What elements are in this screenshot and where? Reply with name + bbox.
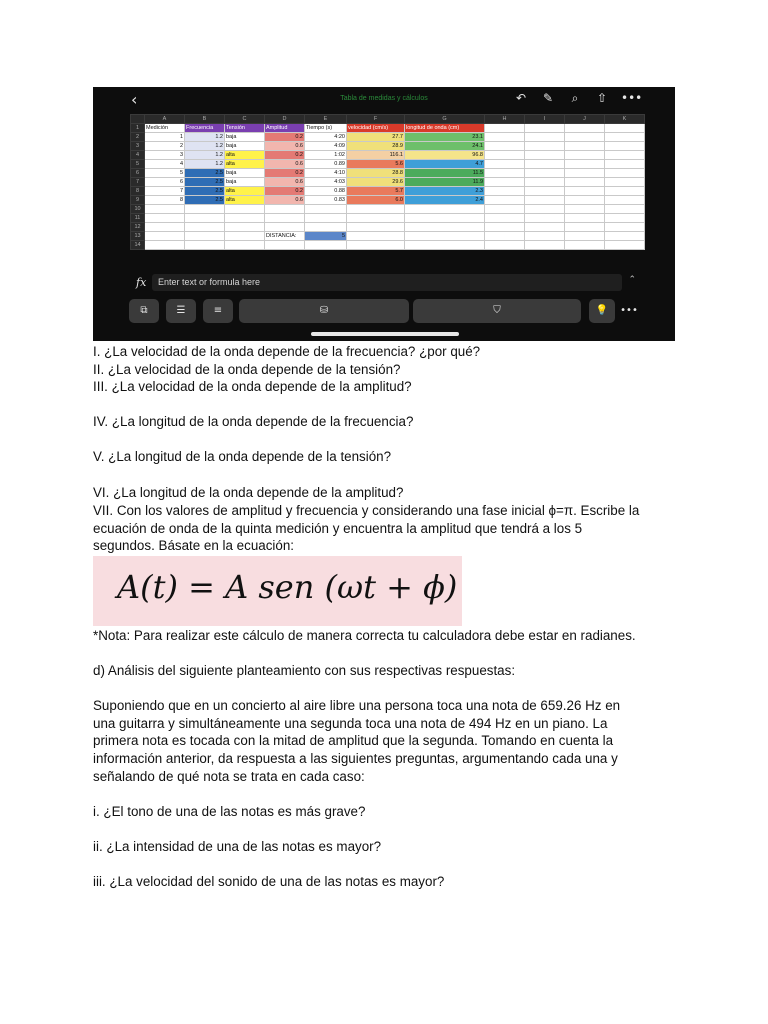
table-cell[interactable] <box>565 124 605 133</box>
table-cell[interactable] <box>525 232 565 241</box>
cell-style-icon: ⛉ <box>493 305 501 316</box>
column-header[interactable]: K <box>605 115 645 124</box>
cell-velocidad[interactable]: 27.7 <box>347 133 405 142</box>
column-title[interactable]: Tensión <box>225 124 265 133</box>
distancia-label[interactable]: DISTANCIA: <box>265 232 305 241</box>
column-header[interactable]: A <box>145 115 185 124</box>
table-cell[interactable] <box>525 142 565 151</box>
row-header[interactable]: 14 <box>131 241 145 250</box>
formula-input[interactable]: Enter text or formula here <box>152 274 622 291</box>
cell-longitud[interactable]: 96.8 <box>405 151 485 160</box>
table-cell[interactable] <box>605 151 645 160</box>
table-cell[interactable] <box>405 232 485 241</box>
table-cell[interactable] <box>185 241 225 250</box>
table-cell[interactable] <box>185 205 225 214</box>
table-cell[interactable] <box>485 133 525 142</box>
table-cell[interactable] <box>347 205 405 214</box>
table-cell[interactable] <box>605 142 645 151</box>
column-header[interactable]: E <box>305 115 347 124</box>
cell-velocidad[interactable]: 116.1 <box>347 151 405 160</box>
table-cell[interactable] <box>605 160 645 169</box>
question-7-line-2: ecuación de onda de la quinta medición y encuentra la amplitud que tendrá a los 5 <box>93 521 583 536</box>
column-title[interactable]: Amplitud <box>265 124 305 133</box>
cell-amplitud[interactable]: 0.2 <box>265 169 305 178</box>
table-cell[interactable] <box>145 241 185 250</box>
cell-tension[interactable]: alta <box>225 160 265 169</box>
spreadsheet-table[interactable] <box>130 114 645 250</box>
search-icon[interactable]: ⌕ <box>571 91 579 105</box>
table-cell[interactable] <box>605 169 645 178</box>
table-cell[interactable] <box>405 214 485 223</box>
table-cell[interactable] <box>605 133 645 142</box>
cell-tiempo[interactable]: 4:03 <box>305 178 347 187</box>
cell-longitud[interactable]: 11.5 <box>405 169 485 178</box>
column-title[interactable]: velocidad (cm/s) <box>347 124 405 133</box>
equation-amplitude: A <box>225 568 249 606</box>
table-cell[interactable] <box>565 232 605 241</box>
column-header[interactable]: D <box>265 115 305 124</box>
cell-style-button[interactable] <box>413 299 581 323</box>
more-icon: ••• <box>620 305 638 316</box>
section-d-heading: d) Análisis del siguiente planteamiento con sus respectivas respuestas: <box>93 663 516 678</box>
bottom-toolbar <box>93 299 675 325</box>
table-cell[interactable] <box>485 241 525 250</box>
table-cell[interactable] <box>145 205 185 214</box>
table-cell[interactable] <box>225 241 265 250</box>
equation-argument: (ωt + ϕ) <box>324 568 458 606</box>
cell-frecuencia[interactable]: 2.5 <box>185 196 225 205</box>
function-icon[interactable]: fx <box>136 276 147 289</box>
column-header[interactable]: I <box>525 115 565 124</box>
table-cell[interactable] <box>525 241 565 250</box>
table-cell[interactable] <box>145 232 185 241</box>
question-1: I. ¿La velocidad de la onda depende de la frecuencia? ¿por qué? <box>93 344 481 359</box>
table-cell[interactable] <box>485 214 525 223</box>
question-4: IV. ¿La longitud de la onda depende de la frecuencia? <box>93 414 414 429</box>
cell-velocidad[interactable]: 28.8 <box>347 169 405 178</box>
table-cell[interactable] <box>605 205 645 214</box>
cell-frecuencia[interactable]: 1.2 <box>185 133 225 142</box>
equation-lhs: A(t) = <box>117 568 226 606</box>
cell-tension[interactable]: alta <box>225 151 265 160</box>
table-cell[interactable] <box>405 223 485 232</box>
table-cell[interactable] <box>145 214 185 223</box>
sheet-title: Tabla de medidas y cálculos <box>340 95 428 102</box>
table-cell[interactable] <box>605 214 645 223</box>
cell-tiempo[interactable]: 4:20 <box>305 133 347 142</box>
cell-tension[interactable]: baja <box>225 142 265 151</box>
table-cell[interactable] <box>265 205 305 214</box>
cell-medicion[interactable]: 2 <box>145 142 185 151</box>
table-cell[interactable] <box>565 151 605 160</box>
table-cell[interactable] <box>565 196 605 205</box>
scenario-line-3: primera nota es tocada con la mitad de amplitud que la segunda. Tomando en cuenta la <box>93 733 614 748</box>
table-cell[interactable] <box>605 232 645 241</box>
row-header[interactable]: 12 <box>131 223 145 232</box>
column-header[interactable]: J <box>565 115 605 124</box>
table-cell[interactable] <box>565 223 605 232</box>
table-cell[interactable] <box>565 214 605 223</box>
table-cell[interactable] <box>305 214 347 223</box>
cell-velocidad[interactable]: 29.6 <box>347 178 405 187</box>
table-cell[interactable] <box>347 241 405 250</box>
column-header[interactable]: C <box>225 115 265 124</box>
cell-frecuencia[interactable]: 1.2 <box>185 160 225 169</box>
cell-frecuencia[interactable]: 1.2 <box>185 142 225 151</box>
table-row <box>131 133 645 142</box>
row-header[interactable]: 13 <box>131 232 145 241</box>
markup-icon[interactable]: ✎ <box>542 91 554 105</box>
table-cell[interactable] <box>485 187 525 196</box>
cell-medicion[interactable]: 3 <box>145 151 185 160</box>
table-cell[interactable] <box>185 214 225 223</box>
table-cell[interactable] <box>525 214 565 223</box>
table-cell[interactable] <box>525 124 565 133</box>
table-cell[interactable] <box>485 169 525 178</box>
cell-frecuencia[interactable]: 2.5 <box>185 178 225 187</box>
table-cell[interactable] <box>305 223 347 232</box>
lightbulb-icon: 💡 <box>595 305 609 316</box>
table-cell[interactable] <box>305 205 347 214</box>
table-cell[interactable] <box>405 241 485 250</box>
cell-tension[interactable]: alta <box>225 187 265 196</box>
question-7-line-3: segundos. Básate en la ecuación: <box>93 538 295 553</box>
more-options-button[interactable] <box>619 299 639 323</box>
cell-amplitud[interactable]: 0.6 <box>265 196 305 205</box>
cell-tiempo[interactable]: 0.83 <box>305 196 347 205</box>
table-cell[interactable] <box>525 133 565 142</box>
cell-tension[interactable]: baja <box>225 178 265 187</box>
table-row <box>131 169 645 178</box>
row-header[interactable]: 6 <box>131 169 145 178</box>
row-header[interactable]: 10 <box>131 205 145 214</box>
table-cell[interactable] <box>525 178 565 187</box>
cell-tiempo[interactable]: 4:09 <box>305 142 347 151</box>
table-cell[interactable] <box>347 214 405 223</box>
equation-sen: sen <box>248 568 325 606</box>
cell-amplitud[interactable]: 0.6 <box>265 160 305 169</box>
cell-format-button[interactable] <box>129 299 159 323</box>
formula-image <box>93 556 462 626</box>
table-cell[interactable] <box>605 223 645 232</box>
question-3: III. ¿La velocidad de la onda depende de la amplitud? <box>93 379 412 394</box>
cell-longitud[interactable]: 23.1 <box>405 133 485 142</box>
table-cell[interactable] <box>565 169 605 178</box>
app-toolbar <box>93 87 675 113</box>
column-title[interactable]: longitud de onda (cm) <box>405 124 485 133</box>
cell-velocidad[interactable]: 5.6 <box>347 160 405 169</box>
cell-tension[interactable]: alta <box>225 196 265 205</box>
cell-medicion[interactable]: 4 <box>145 160 185 169</box>
question-7-line-1: VII. Con los valores de amplitud y frecuencia y considerando una fase inicial ϕ=π. Escribe la <box>93 503 640 518</box>
cell-frecuencia[interactable]: 1.2 <box>185 151 225 160</box>
table-cell[interactable] <box>565 241 605 250</box>
cell-amplitud[interactable]: 0.2 <box>265 187 305 196</box>
cell-frecuencia[interactable]: 2.5 <box>185 169 225 178</box>
chevron-up-icon[interactable]: ⌃ <box>628 275 636 285</box>
filter-button[interactable] <box>203 299 233 323</box>
question-ii: ii. ¿La intensidad de una de las notas es mayor? <box>93 839 382 854</box>
row-header[interactable]: 3 <box>131 142 145 151</box>
tips-button[interactable] <box>589 299 615 323</box>
row-header[interactable]: 2 <box>131 133 145 142</box>
table-row <box>131 214 645 223</box>
spreadsheet-grid[interactable] <box>130 114 644 265</box>
cell-tiempo[interactable]: 4:10 <box>305 169 347 178</box>
cell-longitud[interactable]: 11.9 <box>405 178 485 187</box>
table-icon: ☰ <box>176 305 186 316</box>
undo-icon[interactable]: ↶ <box>515 91 527 105</box>
question-6: VI. ¿La longitud de la onda depende de la amplitud? <box>93 485 404 500</box>
column-header-row <box>131 115 645 124</box>
table-row <box>131 241 645 250</box>
cell-amplitud[interactable]: 0.2 <box>265 151 305 160</box>
table-cell[interactable] <box>225 223 265 232</box>
spreadsheet-screenshot <box>93 87 675 341</box>
table-cell[interactable] <box>225 205 265 214</box>
table-cell[interactable] <box>185 232 225 241</box>
table-cell[interactable] <box>605 196 645 205</box>
column-header[interactable]: F <box>347 115 405 124</box>
table-cell[interactable] <box>565 160 605 169</box>
table-cell[interactable] <box>605 124 645 133</box>
table-cell[interactable] <box>525 196 565 205</box>
table-cell[interactable] <box>605 178 645 187</box>
table-cell[interactable] <box>347 223 405 232</box>
table-cell[interactable] <box>525 160 565 169</box>
table-row <box>131 223 645 232</box>
column-header[interactable]: G <box>405 115 485 124</box>
row-header[interactable]: 9 <box>131 196 145 205</box>
column-header[interactable]: B <box>185 115 225 124</box>
table-cell[interactable] <box>485 223 525 232</box>
table-cell[interactable] <box>565 178 605 187</box>
cell-amplitud[interactable]: 0.6 <box>265 142 305 151</box>
row-header[interactable]: 8 <box>131 187 145 196</box>
cell-amplitud[interactable]: 0.2 <box>265 133 305 142</box>
cell-medicion[interactable]: 1 <box>145 133 185 142</box>
table-row <box>131 187 645 196</box>
cell-velocidad[interactable]: 6.0 <box>347 196 405 205</box>
table-cell[interactable] <box>225 214 265 223</box>
home-indicator <box>311 332 459 336</box>
table-cell[interactable] <box>265 214 305 223</box>
table-row <box>131 232 645 241</box>
table-cell[interactable] <box>225 232 265 241</box>
cell-longitud[interactable]: 2.4 <box>405 196 485 205</box>
column-title[interactable]: Tiempo (s) <box>305 124 347 133</box>
table-cell[interactable] <box>347 232 405 241</box>
table-cell[interactable] <box>605 241 645 250</box>
question-2: II. ¿La velocidad de la onda depende de la tensión? <box>93 362 401 377</box>
table-cell[interactable] <box>145 223 185 232</box>
scenario-line-5: señalando de qué nota se trata en cada caso: <box>93 769 365 784</box>
cell-longitud[interactable]: 24.1 <box>405 142 485 151</box>
scenario-line-2: una guitarra y simultáneamente una segunda toca una nota de 494 Hz en un piano. La <box>93 716 608 731</box>
share-icon[interactable]: ⇧ <box>596 91 608 105</box>
more-icon[interactable]: ••• <box>621 91 643 105</box>
table-cell[interactable] <box>525 223 565 232</box>
corner-cell[interactable] <box>131 115 145 124</box>
cell-frecuencia[interactable]: 2.5 <box>185 187 225 196</box>
scenario-line-4: información anterior, da respuesta a las siguientes preguntas, argumentando cada una y <box>93 751 618 766</box>
row-header[interactable]: 1 <box>131 124 145 133</box>
table-cell[interactable] <box>305 241 347 250</box>
question-iii: iii. ¿La velocidad del sonido de una de las notas es mayor? <box>93 874 445 889</box>
row-header[interactable]: 4 <box>131 151 145 160</box>
wave-equation <box>117 568 457 606</box>
table-cell[interactable] <box>525 151 565 160</box>
table-row <box>131 142 645 151</box>
column-title[interactable]: Frecuencia <box>185 124 225 133</box>
toolbar-icons <box>513 91 643 106</box>
table-row <box>131 151 645 160</box>
fill-bucket-icon: ⛁ <box>319 305 329 316</box>
cell-velocidad[interactable]: 5.7 <box>347 187 405 196</box>
table-row <box>131 160 645 169</box>
table-cell[interactable] <box>485 232 525 241</box>
table-cell[interactable] <box>525 187 565 196</box>
back-chevron-icon[interactable]: ‹ <box>131 90 138 109</box>
table-cell[interactable] <box>485 196 525 205</box>
table-cell[interactable] <box>525 169 565 178</box>
cell-longitud[interactable]: 2.3 <box>405 187 485 196</box>
fill-button[interactable] <box>239 299 409 323</box>
table-cell[interactable] <box>185 223 225 232</box>
cell-medicion[interactable]: 8 <box>145 196 185 205</box>
table-cell[interactable] <box>565 133 605 142</box>
cell-tension[interactable]: baja <box>225 169 265 178</box>
formula-bar <box>130 273 644 293</box>
cell-medicion[interactable]: 5 <box>145 169 185 178</box>
table-cell[interactable] <box>265 223 305 232</box>
table-cell[interactable] <box>485 205 525 214</box>
question-i: i. ¿El tono de una de las notas es más grave? <box>93 804 366 819</box>
table-row <box>131 124 645 133</box>
table-row <box>131 178 645 187</box>
table-row <box>131 196 645 205</box>
table-row <box>131 205 645 214</box>
table-cell[interactable] <box>605 187 645 196</box>
table-cell[interactable] <box>485 178 525 187</box>
table-cell[interactable] <box>525 205 565 214</box>
cell-tension[interactable]: baja <box>225 133 265 142</box>
table-cell[interactable] <box>485 142 525 151</box>
cell-amplitud[interactable]: 0.6 <box>265 178 305 187</box>
cell-tiempo[interactable]: 0.88 <box>305 187 347 196</box>
note-radians: *Nota: Para realizar este cálculo de manera correcta tu calculadora debe estar en radianes. <box>93 628 636 643</box>
filter-icon: ≡ <box>213 305 223 316</box>
question-5: V. ¿La longitud de la onda depende de la tensión? <box>93 449 392 464</box>
distancia-value[interactable]: 5 <box>305 232 347 241</box>
cell-velocidad[interactable]: 28.9 <box>347 142 405 151</box>
column-header[interactable]: H <box>485 115 525 124</box>
cell-tiempo[interactable]: 1:02 <box>305 151 347 160</box>
table-cell[interactable] <box>565 187 605 196</box>
table-button[interactable] <box>166 299 196 323</box>
row-header[interactable]: 11 <box>131 214 145 223</box>
cell-medicion[interactable]: 7 <box>145 187 185 196</box>
cell-medicion[interactable]: 6 <box>145 178 185 187</box>
row-header[interactable]: 5 <box>131 160 145 169</box>
cell-format-icon: ⧉ <box>140 305 148 316</box>
table-cell[interactable] <box>485 160 525 169</box>
table-cell[interactable] <box>485 151 525 160</box>
cell-tiempo[interactable]: 0.89 <box>305 160 347 169</box>
row-header[interactable]: 7 <box>131 178 145 187</box>
table-cell[interactable] <box>405 205 485 214</box>
table-cell[interactable] <box>565 205 605 214</box>
table-cell[interactable] <box>565 142 605 151</box>
cell-longitud[interactable]: 4.7 <box>405 160 485 169</box>
column-title[interactable]: Medición <box>145 124 185 133</box>
table-cell[interactable] <box>485 124 525 133</box>
table-cell[interactable] <box>265 241 305 250</box>
scenario-line-1: Suponiendo que en un concierto al aire libre una persona toca una nota de 659.26 Hz en <box>93 698 621 713</box>
